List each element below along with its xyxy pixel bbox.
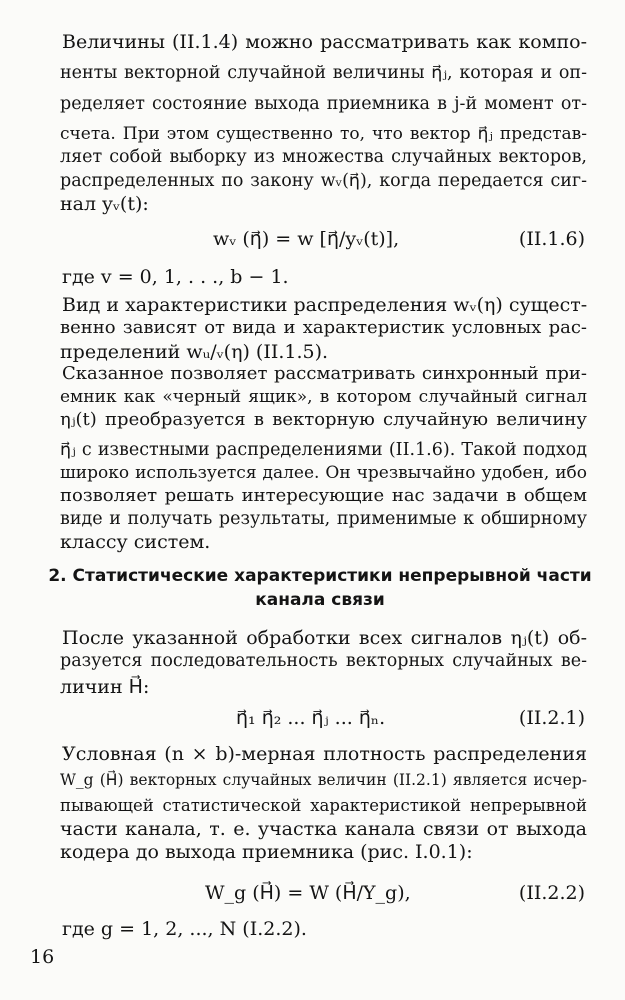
text-line: ηⱼ(t) преобразуется в векторную случайную величину [60,409,587,430]
text-line: распределенных по закону wᵥ(η⃗), когда передается сиг- [60,171,587,191]
text-line: венно зависят от вида и характеристик условных рас- [60,317,587,338]
equation-number: (II.2.1) [518,707,585,729]
equation: W_g (H⃗) = W (H⃗/Y_g), [205,882,411,904]
equation-number: (II.2.2) [518,882,585,904]
text-line: личин H⃗: [60,676,150,698]
text-line: η⃗ⱼ с известными распределениями (II.1.6). Такой подход [60,440,587,460]
text-line: нал yᵥ(t): [60,193,149,215]
text-line: виде и получать результаты, применимые к обширному [60,509,587,529]
text-line: где g = 1, 2, ..., N (I.2.2). [62,918,307,940]
text-line: ляет собой выборку из множества случайных векторов, [60,147,587,167]
text-line: счета. При этом существенно то, что вектор η⃗ⱼ представ- [60,124,587,144]
text-line: позволяет решать интересующие нас задачи в общем [60,485,587,506]
section-heading: 2. Статистические характеристики непрерывной части [48,566,592,586]
text-line: Величины (II.1.4) можно рассматривать как компо- [62,31,587,53]
text-line: ненты векторной случайной величины η⃗ⱼ, которая и оп- [60,63,587,83]
text-line: где v = 0, 1, . . ., b − 1. [62,266,289,288]
text-line: После указанной обработки всех сигналов ηⱼ(t) об- [62,627,587,649]
text-line: части канала, т. е. участка канала связи от выхода [60,818,587,840]
section-heading: канала связи [255,590,385,610]
text-line: Сказанное позволяет рассматривать синхронный при- [62,363,587,384]
text-line: кодера до выхода приемника (рис. I.0.1): [60,841,473,863]
text-line: пределений wᵤ/ᵥ(η) (II.1.5). [60,341,329,363]
text-line: W_g (H⃗) векторных случайных величин (II.2.1) является исчер- [60,771,587,789]
equation-number: (II.1.6) [518,228,585,250]
text-line: разуется последовательность векторных случайных ве- [60,651,587,671]
text-line: пывающей статистической характеристикой непрерывной [60,796,587,815]
equation: η⃗₁ η⃗₂ ... η⃗ⱼ ... η⃗ₙ. [236,707,386,729]
text-line: Вид и характеристики распределения wᵥ(η) сущест- [62,294,588,316]
page-number: 16 [30,946,55,968]
text-line: ределяет состояние выхода приемника в j-й момент от- [60,94,587,114]
text-line: широко используется далее. Он чрезвычайно удобен, ибо [60,463,587,483]
equation: wᵥ (η⃗) = w [η⃗/yᵥ(t)], [213,228,400,250]
text-line: классу систем. [60,531,211,553]
text-line: Условная (n × b)-мерная плотность распределения [62,743,587,765]
text-line: емник как «черный ящик», в котором случайный сигнал [60,387,587,407]
